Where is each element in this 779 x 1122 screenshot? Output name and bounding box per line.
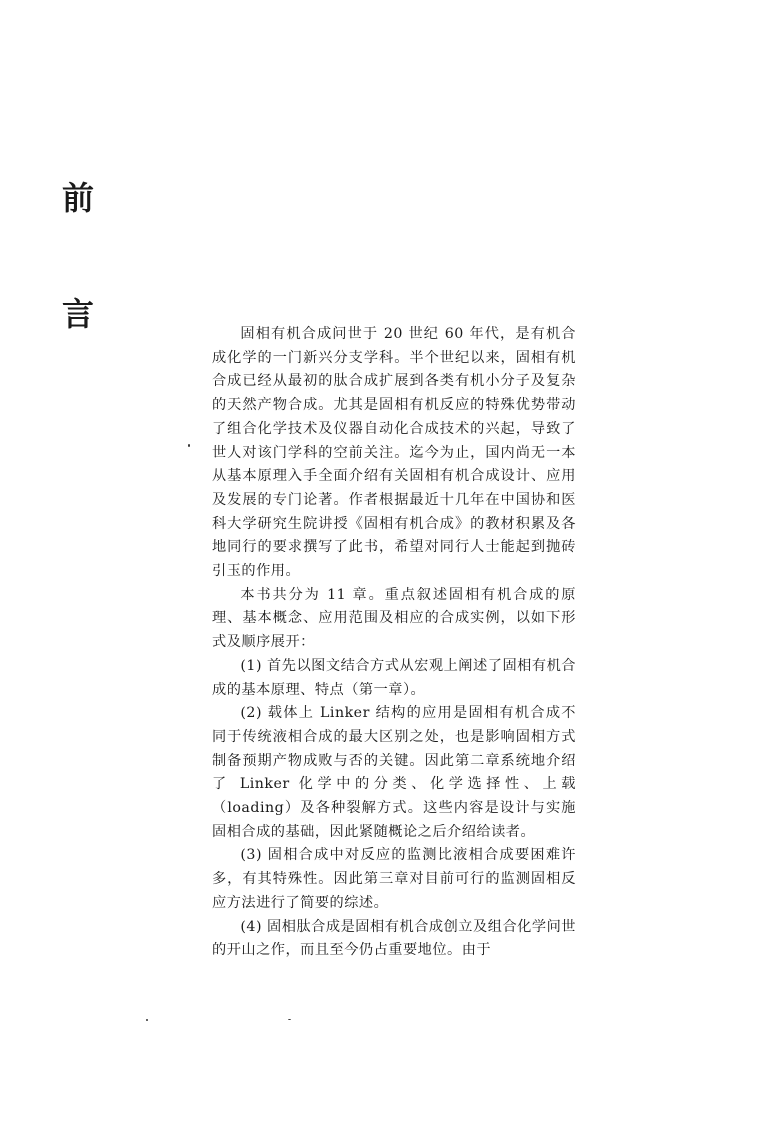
paragraph: (3) 固相合成中对反应的监测比液相合成要困难许多，有其特殊性。因此第三章对目前可行的监测固相反应方法进行了简要的综述。 <box>212 847 576 911</box>
heading-char: 前 <box>62 179 95 217</box>
scan-speck <box>288 1019 291 1020</box>
paragraph: (2) 载体上 Linker 结构的应用是固相有机合成不同于传统液相合成的最大区别之处，也是影响固相方式制备预期产物成败与否的关键。因此第二章系统地介绍了 Linker 化学中的分类、化学选择性、上载（loading）及各种裂解方式。这些内容是设计与实施固相合成的基础，因此紧随概论之后介绍给读者。 <box>212 705 576 840</box>
scan-speck <box>188 444 190 447</box>
paragraph: (1) 首先以图文结合方式从宏观上阐述了固相有机合成的基本原理、特点（第一章）。 <box>212 657 576 698</box>
paragraph: (4) 固相肽合成是固相有机合成创立及组合化学问世的开山之作，而且至今仍占重要地位。由于 <box>212 918 576 959</box>
paragraph: 本书共分为 11 章。重点叙述固相有机合成的原理、基本概念、应用范围及相应的合成实例，以如下形式及顺序展开： <box>212 586 576 651</box>
paragraph: 固相有机合成问世于 20 世纪 60 年代，是有机合成化学的一门新兴分支学科。半个世纪以来，固相有机合成已经从最初的肽合成扩展到各类有机小分子及复杂的天然产物合成。尤其是固相有机反应的特殊优势带动了组合化学技术及仪器自动化合成技术的兴起，导致了世人对该门学科的空前关注。迄今为止，国内尚无一本从基本原理入手全面介绍有关固相有机合成设计、应用及发展的专门论著。作者根据最近十几年在中国协和医科大学研究生院讲授《固相有机合成》的教材积累及各地同行的要求撰写了此书，希望对同行人士能起到抛砖引玉的作用。 <box>212 326 576 580</box>
body-text <box>212 323 576 963</box>
scan-speck <box>146 1019 148 1021</box>
heading-char: 言 <box>62 295 95 333</box>
